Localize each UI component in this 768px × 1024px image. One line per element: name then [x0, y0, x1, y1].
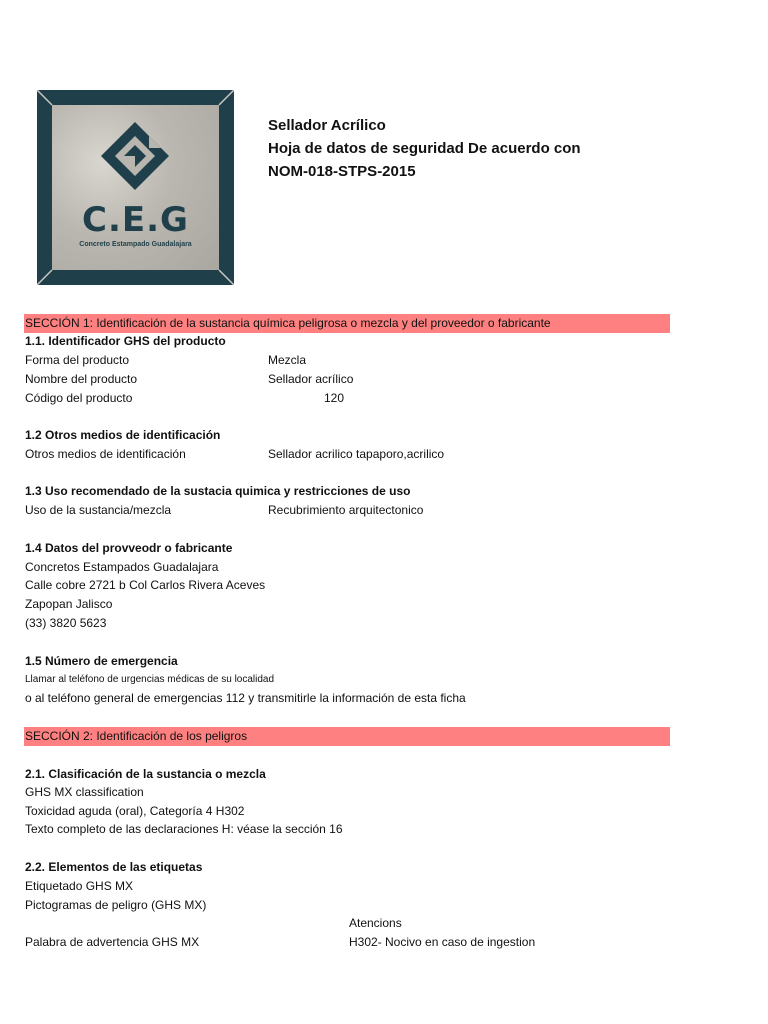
- classification-line-3: Texto completo de las declaraciones H: véase la sección 16: [25, 822, 343, 836]
- heading-1-4: 1.4 Datos del provveodr o fabricante: [25, 541, 233, 555]
- codigo-value: 120: [324, 391, 345, 405]
- heading-2-2: 2.2. Elementos de las etiquetas: [25, 860, 203, 874]
- atencion-text: Atencions: [349, 916, 402, 930]
- logo-text: C.E.G: [82, 200, 189, 240]
- otros-label: Otros medios de identificación: [25, 447, 186, 461]
- provider-name: Concretos Estampados Guadalajara: [25, 560, 219, 574]
- document-title: [268, 114, 581, 183]
- provider-address: Calle cobre 2721 b Col Carlos Rivera Aceves: [25, 578, 266, 592]
- provider-city: Zapopan Jalisco: [25, 597, 113, 611]
- palabra-label: Palabra de advertencia GHS MX: [25, 935, 200, 949]
- heading-1-3: 1.3 Uso recomendado de la sustacia quimica y restricciones de uso: [25, 484, 411, 498]
- heading-1-1: 1.1. Identificador GHS del producto: [25, 334, 226, 348]
- codigo-label: Código del producto: [25, 391, 133, 405]
- emergency-line-1: Llamar al teléfono de urgencias médicas de su localidad: [25, 674, 275, 685]
- heading-1-2: 1.2 Otros medios de identificación: [25, 428, 221, 442]
- etiquetado-line: Etiquetado GHS MX: [25, 879, 134, 893]
- nombre-label: Nombre del producto: [25, 372, 138, 386]
- section-2-header: SECCIÓN 2: Identificación de los peligros: [24, 727, 670, 746]
- logo-emblem-icon: [37, 90, 234, 285]
- otros-value: Sellador acrilico tapaporo,acrilico: [268, 447, 445, 461]
- provider-phone: (33) 3820 5623: [25, 616, 107, 630]
- forma-value: Mezcla: [268, 353, 307, 367]
- title-line-1: Sellador Acrílico: [268, 117, 386, 134]
- title-line-2: Hoja de datos de seguridad De acuerdo con: [268, 140, 581, 157]
- pictogramas-line: Pictogramas de peligro (GHS MX): [25, 898, 207, 912]
- company-logo: [37, 90, 234, 285]
- emergency-line-2: o al teléfono general de emergencias 112 y transmitirle la información de esta ficha: [25, 691, 466, 705]
- heading-2-1: 2.1. Clasificación de la sustancia o mezcla: [25, 767, 266, 781]
- logo-subtitle: Concreto Estampado Guadalajara: [79, 241, 192, 248]
- classification-line-1: GHS MX classification: [25, 785, 144, 799]
- uso-label: Uso de la sustancia/mezcla: [25, 503, 172, 517]
- title-line-3: NOM-018-STPS-2015: [268, 163, 416, 180]
- classification-line-2: Toxicidad aguda (oral), Categoría 4 H302: [25, 804, 245, 818]
- palabra-value: H302- Nocivo en caso de ingestion: [349, 935, 536, 949]
- heading-1-5: 1.5 Número de emergencia: [25, 654, 178, 668]
- section-1-header: SECCIÓN 1: Identificación de la sustancia química peligrosa o mezcla y del proveedor o fabricante: [24, 314, 670, 333]
- uso-value: Recubrimiento arquitectonico: [268, 503, 424, 517]
- forma-label: Forma del producto: [25, 353, 130, 367]
- nombre-value: Sellador acrílico: [268, 372, 354, 386]
